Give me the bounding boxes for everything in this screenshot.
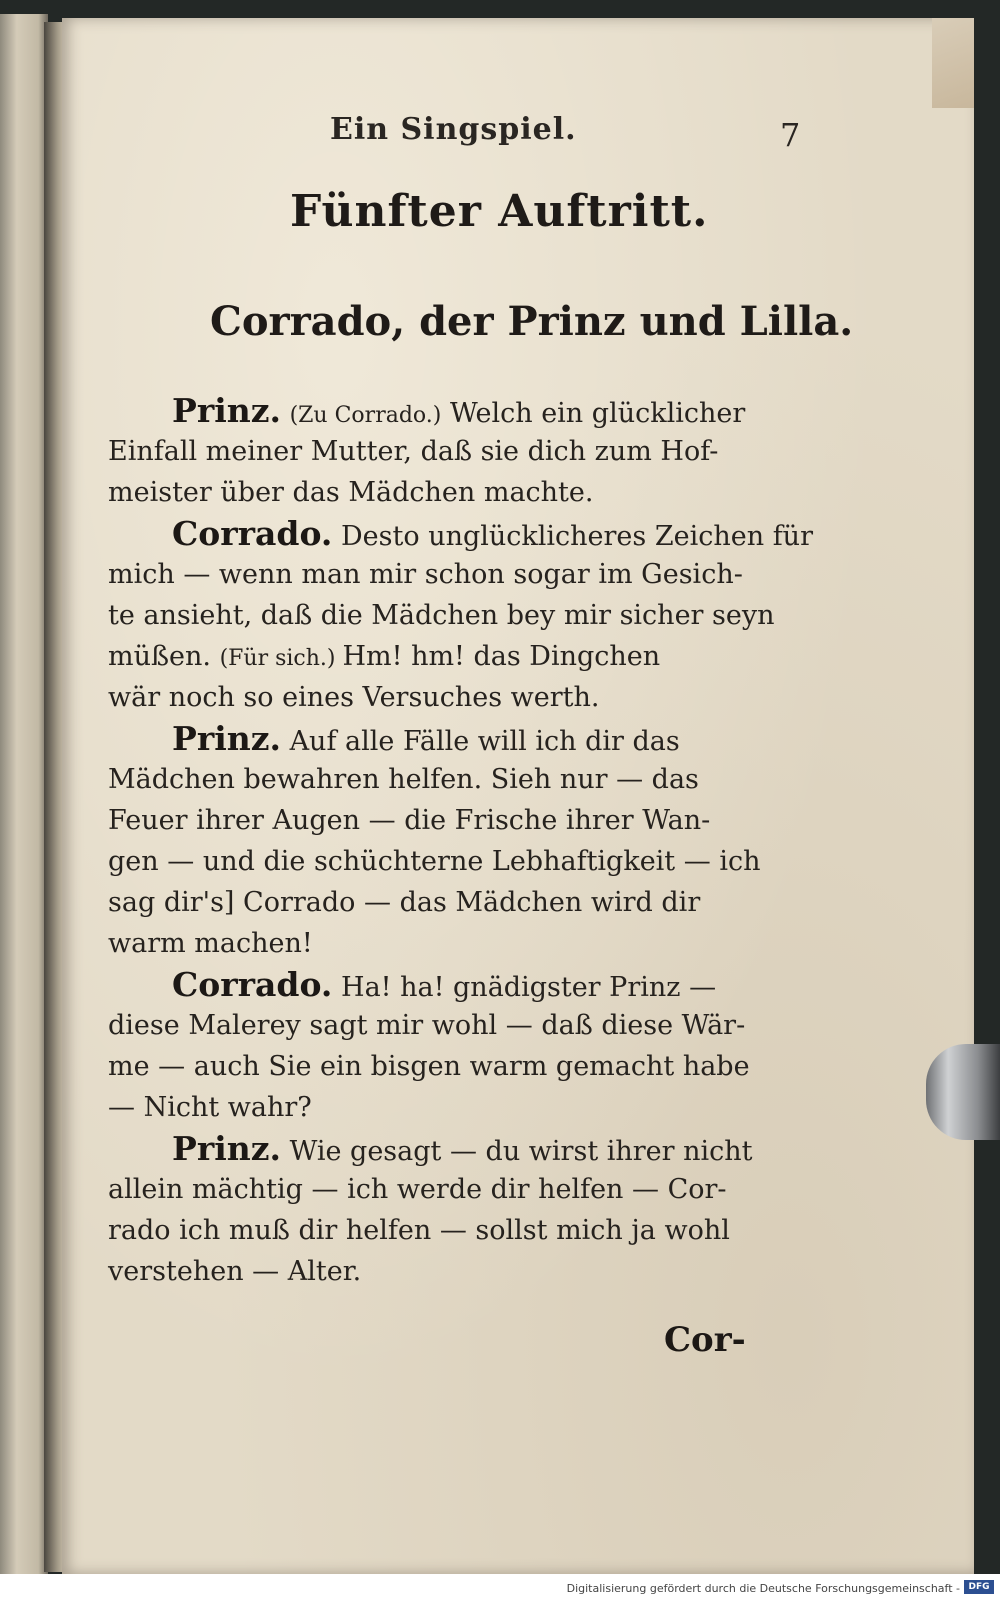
text-line [108, 882, 788, 923]
left-page-edge [0, 14, 48, 1574]
line-text-start: müßen. [108, 641, 220, 672]
text-line [108, 636, 788, 677]
text-line [108, 1251, 788, 1292]
speaker-name: Prinz. [172, 719, 281, 758]
footer-credit: Digitalisierung gefördert durch die Deutsche Forschungsgemeinschaft - [566, 1582, 960, 1595]
text-line [108, 431, 788, 472]
text-line [108, 554, 788, 595]
text-line [108, 472, 788, 513]
line-text: te ansieht, daß die Mädchen bey mir sicher seyn [108, 600, 775, 631]
character-list: Corrado, der Prinz und Lilla. [210, 298, 854, 345]
line-text: Feuer ihrer Augen — die Frische ihrer Wan- [108, 805, 711, 836]
text-line [108, 677, 788, 718]
text-line [108, 841, 788, 882]
text-line [108, 1210, 788, 1251]
text-line [108, 1046, 788, 1087]
line-text: me — auch Sie ein bisgen warm gemacht habe [108, 1051, 750, 1082]
line-text: — Nicht wahr? [108, 1092, 312, 1123]
line-text: Mädchen bewahren helfen. Sieh nur — das [108, 764, 699, 795]
dialogue-text [108, 390, 813, 1292]
line-text: Auf alle Fälle will ich dir das [289, 726, 680, 757]
text-line [108, 1128, 788, 1169]
speaker-name: Corrado. [172, 965, 333, 1004]
speaker-name: Prinz. [172, 391, 281, 430]
line-text: mich — wenn man mir schon sogar im Gesich- [108, 559, 743, 590]
text-line [108, 1087, 788, 1128]
line-text: Ha! ha! gnädigster Prinz — [341, 972, 717, 1003]
line-text: wär noch so eines Versuches werth. [108, 682, 600, 713]
running-head: Ein Singspiel. [330, 112, 577, 147]
line-text: warm machen! [108, 928, 313, 959]
line-text: verstehen — Alter. [108, 1256, 362, 1287]
line-text: allein mächtig — ich werde dir helfen — Cor- [108, 1174, 727, 1205]
text-line [108, 1169, 788, 1210]
text-line [108, 759, 788, 800]
catchword: Cor- [664, 1320, 746, 1360]
text-line [108, 1005, 788, 1046]
text-line [108, 595, 788, 636]
page-corner [932, 18, 974, 108]
scanner-clip [926, 1044, 1000, 1140]
stage-direction: (Für sich.) [219, 646, 343, 671]
line-text: Wie gesagt — du wirst ihrer nicht [289, 1136, 753, 1167]
dfg-logo: DFG [964, 1580, 994, 1594]
line-text: Welch ein glücklicher [449, 398, 746, 429]
line-text: sag dir's] Corrado — das Mädchen wird dir [108, 887, 701, 918]
scene-title: Fünfter Auftritt. [290, 186, 709, 237]
speaker-name: Corrado. [172, 514, 333, 553]
line-text: Einfall meiner Mutter, daß sie dich zum Hof- [108, 436, 719, 467]
speaker-name: Prinz. [172, 1129, 281, 1168]
line-text: rado ich muß dir helfen — sollst mich ja wohl [108, 1215, 730, 1246]
line-text: diese Malerey sagt mir wohl — daß diese Wär- [108, 1010, 746, 1041]
line-text: Desto unglücklicheres Zeichen für [341, 521, 813, 552]
stage-direction: (Zu Corrado.) [289, 403, 442, 428]
page-header [330, 112, 801, 162]
text-line [108, 964, 788, 1005]
text-line [108, 800, 788, 841]
page-number: 7 [780, 116, 801, 154]
line-text: gen — und die schüchterne Lebhaftigkeit — ich [108, 846, 761, 877]
line-text: Hm! hm! das Dingchen [342, 641, 661, 672]
text-line [108, 513, 813, 554]
text-line [108, 718, 788, 759]
line-text: meister über das Mädchen machte. [108, 477, 594, 508]
text-line [108, 923, 788, 964]
text-line [108, 390, 788, 431]
